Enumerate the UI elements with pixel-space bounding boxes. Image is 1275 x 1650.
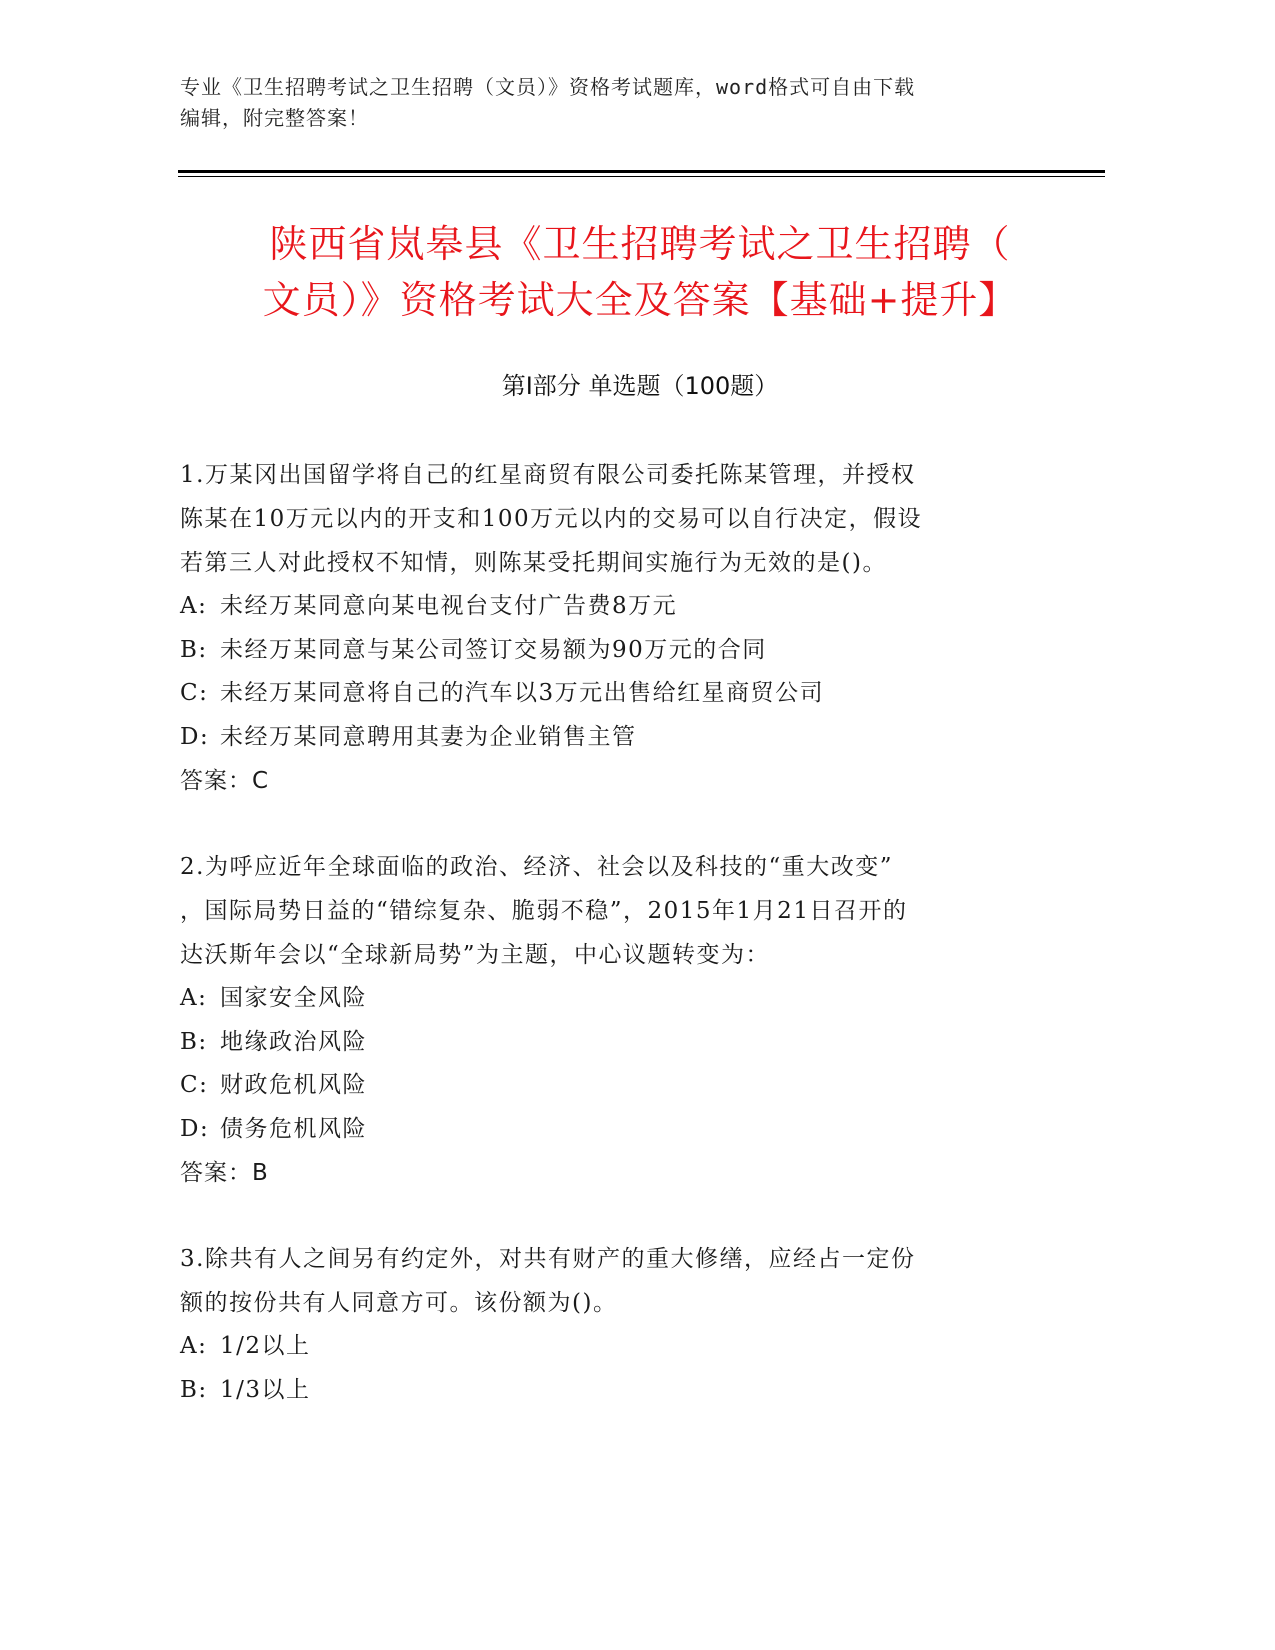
option-text: 未经万某同意将自己的汽车以3万元出售给红星商贸公司 [220,680,825,706]
question-stem-line: 2.为呼应近年全球面临的政治、经济、社会以及科技的“重大改变” [180,854,893,880]
question-1 [180,453,1050,803]
answer: 答案：B [180,1160,269,1186]
question-3 [180,1237,1050,1412]
document-title-line-2: 文员）》资格考试大全及答案【基础+提升】 [262,278,1018,322]
question-stem-line: 额的按份共有人同意方可。该份额为()。 [180,1290,618,1316]
question-2 [180,845,1050,1195]
answer: 答案：C [180,768,270,794]
header-rule-thin [178,176,1105,177]
option-d [180,1108,1050,1152]
option-letter: C: [180,1072,209,1098]
option-text: 债务危机风险 [220,1115,367,1142]
option-text: 1/3以上 [220,1376,311,1403]
document-title-line-1: 陕西省岚皋县《卫生招聘考试之卫生招聘（ [269,222,1011,266]
question-stem-line: 1.万某冈出国留学将自己的红星商贸有限公司委托陈某管理，并授权 [180,462,916,488]
option-d [180,716,1050,760]
option-a [180,977,1050,1021]
option-text: 未经万某同意聘用其妻为企业销售主管 [220,723,637,750]
header-note-line-1: 专业《卫生招聘考试之卫生招聘（文员）》资格考试题库，word格式可自由下载 [180,75,916,99]
option-letter: B: [180,636,208,663]
option-letter: B: [180,1376,208,1403]
option-c [180,672,1050,716]
option-c [180,1064,1050,1108]
option-letter: C: [180,680,209,706]
option-a [180,585,1050,629]
header-note-line-2: 编辑，附完整答案！ [180,106,369,130]
option-text: 1/2以上 [220,1333,311,1359]
option-letter: A: [180,593,208,619]
document-title [170,216,1110,328]
option-letter: D: [180,1115,210,1142]
option-text: 未经万某同意向某电视台支付广告费8万元 [220,593,678,619]
section-heading: 第Ⅰ部分 单选题（100题） [501,372,779,400]
option-text: 国家安全风险 [220,985,367,1011]
question-stem-line: 陈某在10万元以内的开支和100万元以内的交易可以自行决定，假设 [180,506,923,532]
question-stem-line: 3.除共有人之间另有约定外，对共有财产的重大修缮，应经占一定份 [180,1246,916,1272]
option-b [180,1021,1050,1065]
option-b [180,1369,1050,1413]
option-text: 地缘政治风险 [220,1028,367,1055]
option-a [180,1325,1050,1369]
header-rule-thick [178,170,1105,173]
option-text: 未经万某同意与某公司签订交易额为90万元的合同 [220,636,767,663]
option-text: 财政危机风险 [220,1072,367,1098]
question-stem-line: 达沃斯年会以“全球新局势”为主题，中心议题转变为： [180,942,771,968]
option-letter: B: [180,1028,208,1055]
option-letter: A: [180,985,208,1011]
header-note [180,72,1060,134]
option-b [180,629,1050,673]
option-letter: A: [180,1333,208,1359]
question-stem-line: ，国际局势日益的“错综复杂、脆弱不稳”，2015年1月21日召开的 [180,898,908,924]
option-letter: D: [180,723,210,750]
question-stem-line: 若第三人对此授权不知情，则陈某受托期间实施行为无效的是()。 [180,550,887,576]
